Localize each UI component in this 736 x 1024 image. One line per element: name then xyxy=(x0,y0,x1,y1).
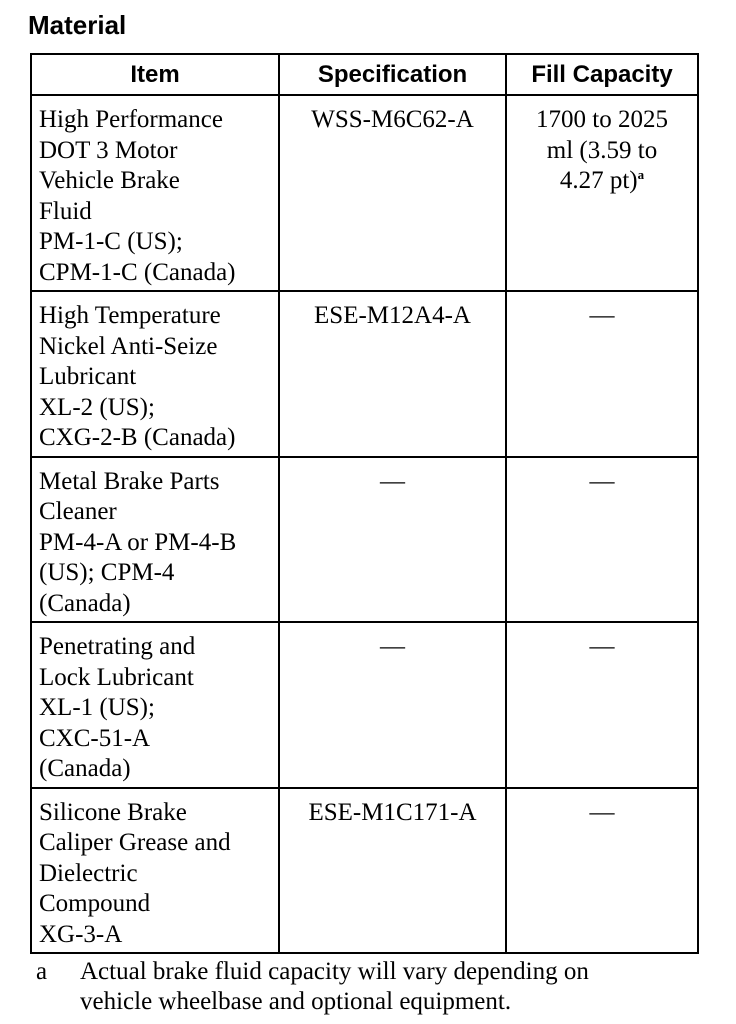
table-row xyxy=(31,788,698,954)
item-line: (US); CPM-4 xyxy=(39,559,175,586)
specification-value: ESE-M12A4-A xyxy=(314,302,471,329)
footnote-label: a xyxy=(36,958,48,985)
item-line: DOT 3 Motor xyxy=(39,136,178,164)
item-line: CPM-1-C (Canada) xyxy=(39,258,236,286)
capacity-line xyxy=(511,166,693,197)
table-row xyxy=(31,457,698,623)
item-line: Cleaner xyxy=(39,498,117,525)
header-specification: Specification xyxy=(279,54,506,95)
item-cell xyxy=(31,457,279,623)
item-line: Silicone Brake xyxy=(39,798,187,826)
fill-capacity-cell xyxy=(506,291,698,457)
capacity-line: 1700 to 2025 xyxy=(536,106,668,133)
item-line: (Canada) xyxy=(39,755,131,782)
table-row xyxy=(31,622,698,788)
item-line: Penetrating and xyxy=(39,633,196,660)
item-line: XL-2 (US); xyxy=(39,393,155,421)
footnote xyxy=(36,957,716,1017)
specification-cell xyxy=(279,788,506,954)
item-line: High Temperature xyxy=(39,302,221,329)
section-title: Material xyxy=(28,10,127,40)
capacity-line: — xyxy=(589,798,615,826)
fill-capacity-cell xyxy=(506,95,698,291)
item-line: Compound xyxy=(39,890,151,917)
material-table xyxy=(30,53,699,954)
header-fill-capacity: Fill Capacity xyxy=(506,54,698,95)
specification-value: — xyxy=(380,467,405,495)
item-line: Caliper Grease and xyxy=(39,829,231,856)
capacity-line: ml (3.59 to xyxy=(546,136,658,164)
item-line: PM-1-C (US); xyxy=(39,228,183,255)
table-header-row xyxy=(31,54,698,95)
item-line: Lock Lubricant xyxy=(39,663,194,691)
item-line: CXC-51-A xyxy=(39,724,151,752)
item-line: High Performance xyxy=(39,106,223,133)
item-line: CXG-2-B (Canada) xyxy=(39,424,236,451)
item-line: XG-3-A xyxy=(39,920,123,948)
fill-capacity-cell xyxy=(506,788,698,954)
fill-capacity-cell xyxy=(506,622,698,788)
specification-value: — xyxy=(380,633,405,660)
item-line: (Canada) xyxy=(39,589,131,617)
item-line: Nickel Anti-Seize xyxy=(39,332,218,360)
specification-cell xyxy=(279,622,506,788)
item-cell xyxy=(31,622,279,788)
specification-cell xyxy=(279,457,506,623)
item-line: Lubricant xyxy=(39,363,137,390)
capacity-line: — xyxy=(589,467,615,495)
footnote-mark: a xyxy=(637,167,645,182)
specification-value: ESE-M1C171-A xyxy=(308,798,477,826)
table-row xyxy=(31,95,698,291)
table-row xyxy=(31,291,698,457)
item-cell xyxy=(31,788,279,954)
capacity-line: — xyxy=(589,302,615,329)
item-cell xyxy=(31,291,279,457)
specification-value: WSS-M6C62-A xyxy=(311,106,474,133)
item-cell xyxy=(31,95,279,291)
footnote-line: Actual brake fluid capacity will vary depending on xyxy=(80,958,589,985)
capacity-line: — xyxy=(589,633,615,660)
item-line: PM-4-A or PM-4-B xyxy=(39,528,237,556)
item-line: Fluid xyxy=(39,197,92,225)
footnote-line: vehicle wheelbase and optional equipment. xyxy=(80,988,512,1015)
specification-cell xyxy=(279,95,506,291)
footnote-text xyxy=(80,957,716,1017)
item-line: Vehicle Brake xyxy=(39,167,180,194)
specification-cell xyxy=(279,291,506,457)
item-line: Dielectric xyxy=(39,859,138,887)
capacity-line-text: 4.27 pt) xyxy=(559,167,638,194)
header-item: Item xyxy=(31,54,279,95)
item-line: Metal Brake Parts xyxy=(39,467,220,495)
fill-capacity-cell xyxy=(506,457,698,623)
item-line: XL-1 (US); xyxy=(39,694,155,721)
